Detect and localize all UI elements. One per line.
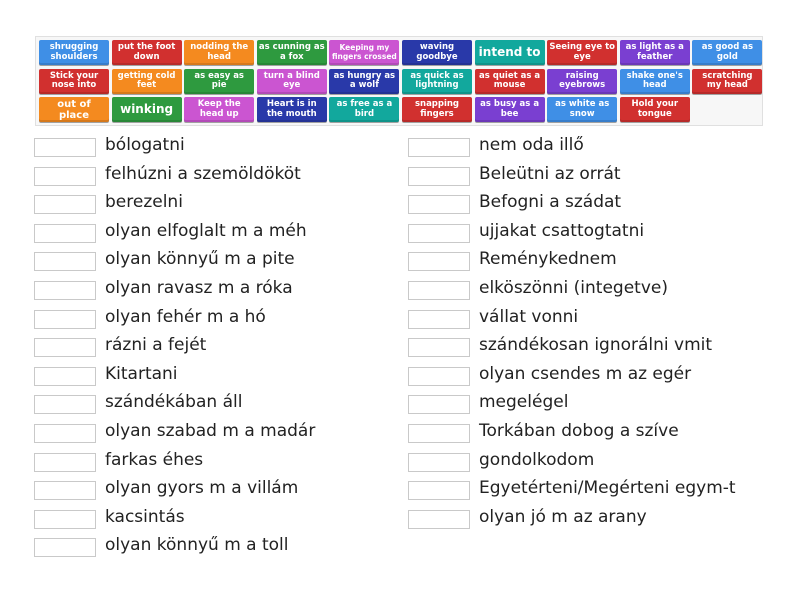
word-tile[interactable]: as white as snow [547,97,617,122]
word-tile[interactable]: as light as a feather [620,40,690,65]
word-tile[interactable]: as busy as a bee [475,97,545,122]
word-tile[interactable]: as free as a bird [329,97,399,122]
drop-target-box[interactable] [408,510,470,529]
match-row [408,194,788,218]
hungarian-prompt: olyan könnyű m a toll [105,535,289,556]
hungarian-prompt: Reménykednem [479,249,617,270]
match-row [408,506,788,533]
drop-target-box[interactable] [34,195,96,214]
word-tile[interactable]: out of place [39,97,109,122]
word-tile[interactable]: getting cold feet [112,69,182,94]
drop-target-box[interactable] [408,138,470,157]
hungarian-prompt: megelégel [479,392,569,413]
match-row [408,137,788,161]
hungarian-prompt: olyan fehér m a hó [105,306,266,327]
word-tile[interactable]: shrugging shoulders [39,40,109,65]
drop-target-box[interactable] [34,395,96,414]
match-row [408,337,788,361]
drop-target-box[interactable] [34,538,96,557]
drop-target-box[interactable] [34,167,96,186]
match-row [408,394,788,418]
hungarian-prompt: vállat vonni [479,306,579,327]
word-bank [35,36,763,126]
word-tile[interactable]: as easy as pie [184,69,254,94]
hungarian-prompt: Kitartani [105,363,178,384]
word-tile[interactable]: shake one's head [620,69,690,94]
drop-target-box[interactable] [408,424,470,443]
hungarian-prompt: nem oda illő [479,135,584,155]
hungarian-prompt: gondolkodom [479,449,595,470]
drop-target-box[interactable] [408,395,470,414]
match-row [408,251,788,275]
hungarian-prompt: olyan könnyű m a pite [105,249,295,270]
word-tile[interactable]: as cunning as a fox [257,40,327,65]
match-row [34,480,414,504]
hungarian-prompt: bólogatni [105,135,185,155]
word-tile[interactable]: as hungry as a wolf [329,69,399,94]
match-row [34,194,414,218]
word-tile[interactable]: Heart is in the mouth [257,97,327,122]
drop-target-box[interactable] [408,453,470,472]
word-tile[interactable]: put the foot down [112,40,182,65]
drop-target-box[interactable] [408,224,470,243]
word-tile[interactable]: intend to [475,40,545,65]
hungarian-prompt: Beleütni az orrát [479,163,621,184]
word-tile[interactable]: nodding the head [184,40,254,65]
drop-target-box[interactable] [34,367,96,386]
hungarian-prompt: olyan csendes m az egér [479,363,692,384]
match-row [34,220,414,247]
hungarian-prompt: kacsintás [105,506,185,527]
match-row [408,423,788,447]
hungarian-prompt: elköszönni (integetve) [479,278,669,298]
word-tile[interactable]: as quick as lightning [402,69,472,94]
word-tile[interactable]: Seeing eye to eye [547,40,617,65]
word-tile[interactable]: snapping fingers [402,97,472,122]
match-row [34,280,414,304]
drop-target-box[interactable] [408,281,470,300]
match-row [408,220,788,247]
word-tile[interactable]: Keeping my fingers crossed [329,40,399,65]
word-tile[interactable]: Hold your tongue [620,97,690,122]
match-row [34,506,414,533]
match-row [408,306,788,333]
drop-target-box[interactable] [408,481,470,500]
drop-target-box[interactable] [408,338,470,357]
hungarian-prompt: ujjakat csattogtatni [479,220,645,241]
match-row [34,449,414,476]
drop-target-box[interactable] [34,338,96,357]
hungarian-prompt: felhúzni a szemöldököt [105,163,301,184]
drop-target-box[interactable] [34,138,96,157]
hungarian-prompt: Torkában dobog a szíve [479,421,679,441]
match-row [34,394,414,418]
word-tile[interactable]: Keep the head up [184,97,254,122]
hungarian-prompt: olyan elfoglalt m a méh [105,220,307,241]
match-row [408,280,788,304]
drop-target-box[interactable] [408,367,470,386]
drop-target-box[interactable] [34,310,96,329]
word-tile[interactable]: winking [112,97,182,122]
hungarian-prompt: Egyetérteni/Megérteni egym-t [479,478,736,499]
word-tile[interactable]: as good as gold [692,40,762,65]
match-row [34,137,414,161]
match-row [34,423,414,447]
hungarian-prompt: Befogni a szádat [479,192,622,213]
drop-target-box[interactable] [34,510,96,529]
match-row [408,449,788,476]
drop-target-box[interactable] [408,167,470,186]
drop-target-box[interactable] [34,453,96,472]
match-row [408,163,788,190]
hungarian-prompt: rázni a fejét [105,335,207,356]
word-tile[interactable]: Stick your nose into [39,69,109,94]
hungarian-prompt: olyan szabad m a madár [105,421,316,441]
word-tile[interactable]: raising eyebrows [547,69,617,94]
hungarian-prompt: olyan gyors m a villám [105,478,299,499]
match-row [34,537,414,561]
drop-target-box[interactable] [34,252,96,271]
drop-target-box[interactable] [408,252,470,271]
hungarian-prompt: olyan jó m az arany [479,506,647,527]
drop-target-box[interactable] [34,481,96,500]
match-row [34,306,414,333]
hungarian-prompt: olyan ravasz m a róka [105,278,293,298]
hungarian-prompt: berezelni [105,192,183,213]
match-row [34,363,414,390]
match-row [34,337,414,361]
match-row [408,480,788,504]
match-row [34,251,414,275]
hungarian-prompt: szándékában áll [105,392,243,413]
drop-target-box[interactable] [34,281,96,300]
match-row [34,163,414,190]
drop-target-box[interactable] [34,224,96,243]
word-tile[interactable]: waving goodbye [402,40,472,65]
word-tile[interactable]: as quiet as a mouse [475,69,545,94]
hungarian-prompt: szándékosan ignorálni vmit [479,335,713,356]
drop-target-box[interactable] [408,310,470,329]
match-row [408,363,788,390]
word-tile[interactable]: scratching my head [692,69,762,94]
hungarian-prompt: farkas éhes [105,449,204,470]
word-tile[interactable]: turn a blind eye [257,69,327,94]
drop-target-box[interactable] [34,424,96,443]
drop-target-box[interactable] [408,195,470,214]
